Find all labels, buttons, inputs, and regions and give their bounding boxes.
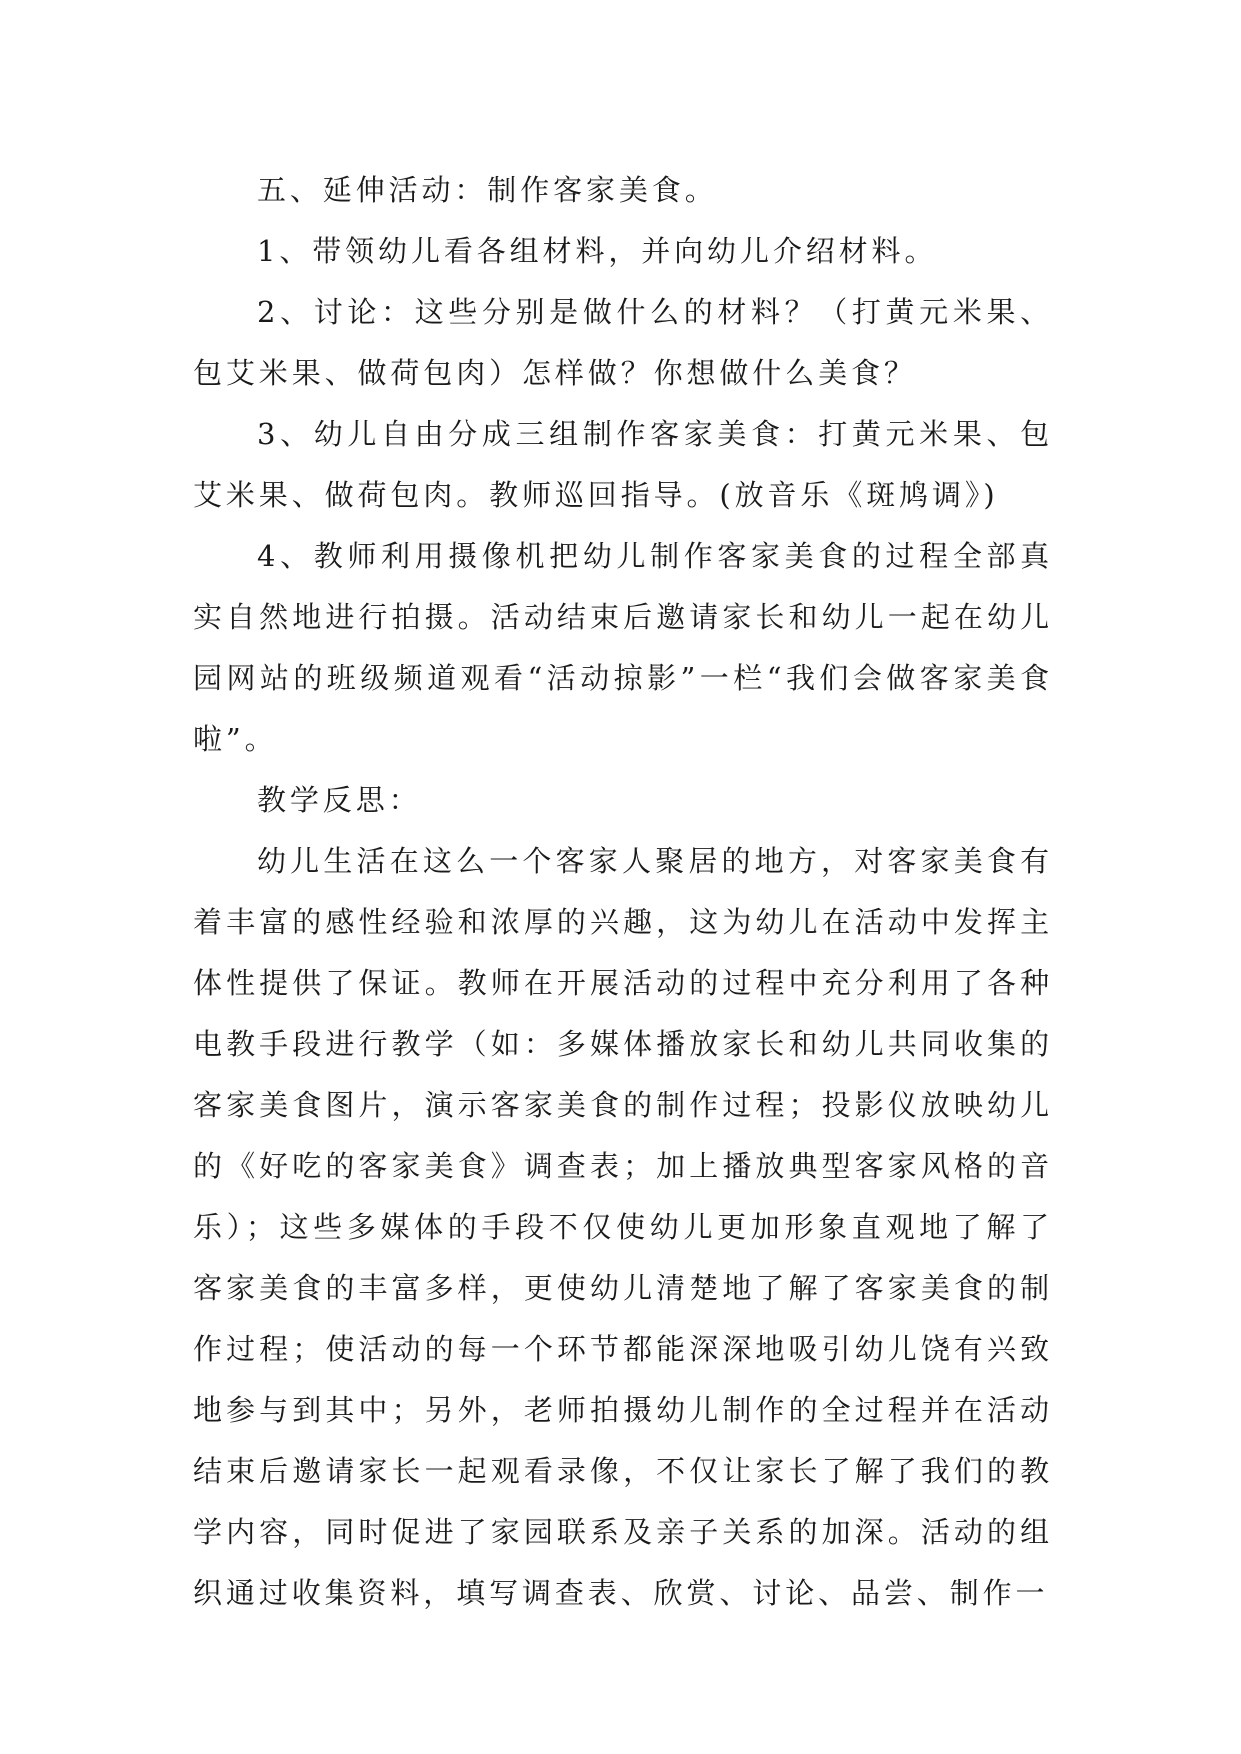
- paragraph-step-3: 3、幼儿自由分成三组制作客家美食：打黄元米果、包艾米果、做荷包肉。教师巡回指导。(放音乐《斑鸠调》): [193, 417, 1053, 512]
- paragraph-extension-activity-heading: 五、延伸活动：制作客家美食。: [257, 173, 718, 207]
- paragraph-step-1: 1、带领幼儿看各组材料，并向幼儿介绍材料。: [257, 234, 938, 268]
- document-body: [193, 160, 1053, 1624]
- paragraph-step-2: 2、讨论：这些分别是做什么的材料？（打黄元米果、包艾米果、做荷包肉）怎样做？你想做什么美食？: [193, 295, 1053, 390]
- paragraph-reflection-body: 幼儿生活在这么一个客家人聚居的地方，对客家美食有着丰富的感性经验和浓厚的兴趣，这为幼儿在活动中发挥主体性提供了保证。教师在开展活动的过程中充分利用了各种电教手段进行教学（如：多媒体播放家长和幼儿共同收集的客家美食图片，演示客家美食的制作过程；投影仪放映幼儿的《好吃的客家美食》调查表；加上播放典型客家风格的音乐）；这些多媒体的手段不仅使幼儿更加形象直观地了解了客家美食的丰富多样，更使幼儿清楚地了解了客家美食的制作过程；使活动的每一个环节都能深深地吸引幼儿饶有兴致地参与到其中；另外，老师拍摄幼儿制作的全过程并在活动结束后邀请家长一起观看录像，不仅让家长了解了我们的教学内容，同时促进了家园联系及亲子关系的加深。活动的组织通过收集资料，填写调查表、欣赏、讨论、品尝、制作一: [193, 844, 1053, 1610]
- paragraph-reflection-heading: 教学反思：: [257, 783, 422, 817]
- paragraph-step-4: 4、教师利用摄像机把幼儿制作客家美食的过程全部真实自然地进行拍摄。活动结束后邀请家长和幼儿一起在幼儿园网站的班级频道观看“活动掠影”一栏“我们会做客家美食啦”。: [193, 539, 1053, 756]
